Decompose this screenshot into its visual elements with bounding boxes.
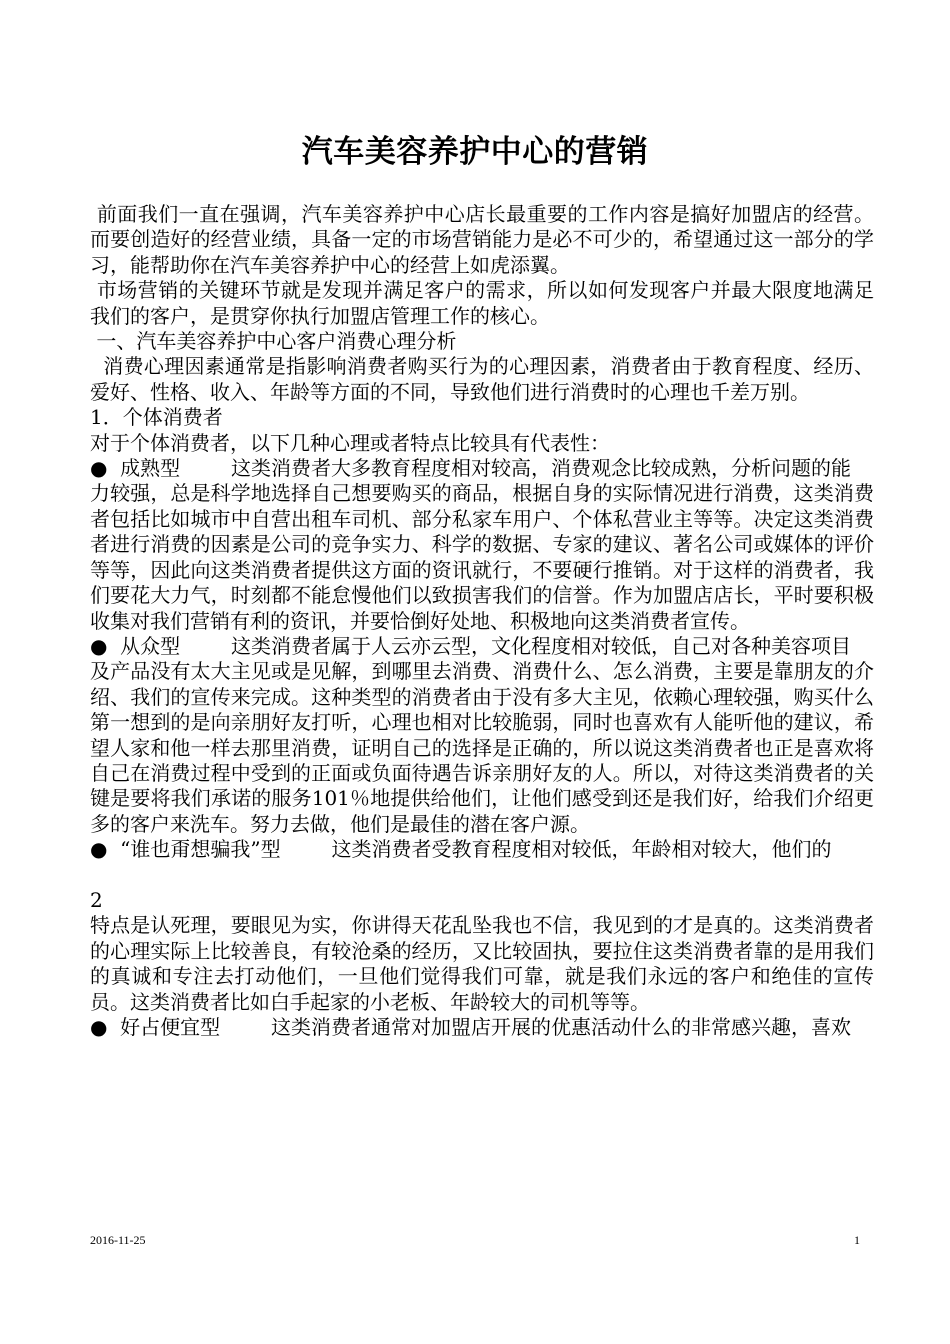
paragraph-skeptic-type-detail: 特点是认死理，要眼见为实，你讲得天花乱坠我也不信，我见到的才是真的。这类消费者的心理实际上比较善良，有较沧桑的经历，又比较固执，要拉住这类消费者靠的是用我们的真诚和专注去打动他们，一旦他们觉得我们可靠，就是我们永远的客户和绝佳的宣传员。这类消费者比如白手起家的小老板、年龄较大的司机等等。	[90, 913, 874, 1014]
paragraph-psychology: 消费心理因素通常是指影响消费者购买行为的心理因素，消费者由于教育程度、经历、爱好、性格、收入、年龄等方面的不同，导致他们进行消费时的心理也千差万别。	[90, 354, 874, 404]
inline-page-marker: 2	[90, 887, 103, 912]
section-heading-1: 一、汽车美容养护中心客户消费心理分析	[90, 329, 457, 354]
blank-line	[90, 863, 874, 888]
footer-date: 2016-11-25	[90, 1233, 146, 1247]
footer-page-number: 1	[854, 1233, 860, 1247]
document-body	[90, 202, 874, 1040]
bullet-herd-type: ● 从众型 这类消费者属于人云亦云型，文化程度相对较低，自己对各种美容项目	[90, 633, 852, 658]
bullet-bargain-type: ● 好占便宜型 这类消费者通常对加盟店开展的优惠活动什么的非常感兴趣，喜欢	[90, 1014, 852, 1039]
subsection-heading-individual: 1．个体消费者	[90, 405, 223, 430]
paragraph-herd-type-detail: 及产品没有太大主见或是见解，到哪里去消费、消费什么、怎么消费，主要是靠朋友的介绍、我们的宣传来完成。这种类型的消费者由于没有多大主见，依赖心理较强，购买什么第一想到的是向亲朋好友打听，心理也相对比较脆弱，同时也喜欢有人能听他的建议，希望人家和他一样去那里消费，证明自己的选择是正确的，所以说这类消费者也正是喜欢将自己在消费过程中受到的正面或负面待遇告诉亲朋好友的人。所以，对待这类消费者的关键是要将我们承诺的服务101％地提供给他们，让他们感受到还是我们好，给我们介绍更多的客户来洗车。努力去做，他们是最佳的潜在客户源。	[90, 659, 874, 836]
paragraph-individual-intro: 对于个体消费者，以下几种心理或者特点比较具有代表性：	[90, 430, 610, 455]
paragraph-intro: 前面我们一直在强调，汽车美容养护中心店长最重要的工作内容是搞好加盟店的经营。而要创造好的经营业绩，具备一定的市场营销能力是必不可少的，希望通过这一部分的学习，能帮助你在汽车美容养护中心的经营上如虎添翼。	[90, 202, 875, 277]
document-title: 汽车美容养护中心的营销	[301, 134, 649, 170]
paragraph-mature-type-detail: 力较强，总是科学地选择自己想要购买的商品，根据自身的实际情况进行消费，这类消费者包括比如城市中自营出租车司机、部分私家车用户、个体私营业主等等。决定这类消费者进行消费的因素是公司的竞争实力、科学的数据、专家的建议、著名公司或媒体的评价等等，因此向这类消费者提供这方面的资讯就行，不要硬行推销。对于这样的消费者，我们要花大力气，时刻都不能怠慢他们以致损害我们的信誉。作为加盟店店长，平时要积极收集对我们营销有利的资讯，并要恰倒好处地、积极地向这类消费者宣传。	[90, 481, 874, 633]
bullet-mature-type: ● 成熟型 这类消费者大多教育程度相对较高，消费观念比较成熟，分析问题的能	[90, 456, 852, 481]
paragraph-marketing-key: 市场营销的关键环节就是发现并满足客户的需求，所以如何发现客户并最大限度地满足我们的客户，是贯穿你执行加盟店管理工作的核心。	[90, 278, 875, 328]
bullet-skeptic-type: ● “谁也甭想骗我”型 这类消费者受教育程度相对较低，年龄相对较大，他们的	[90, 837, 832, 862]
